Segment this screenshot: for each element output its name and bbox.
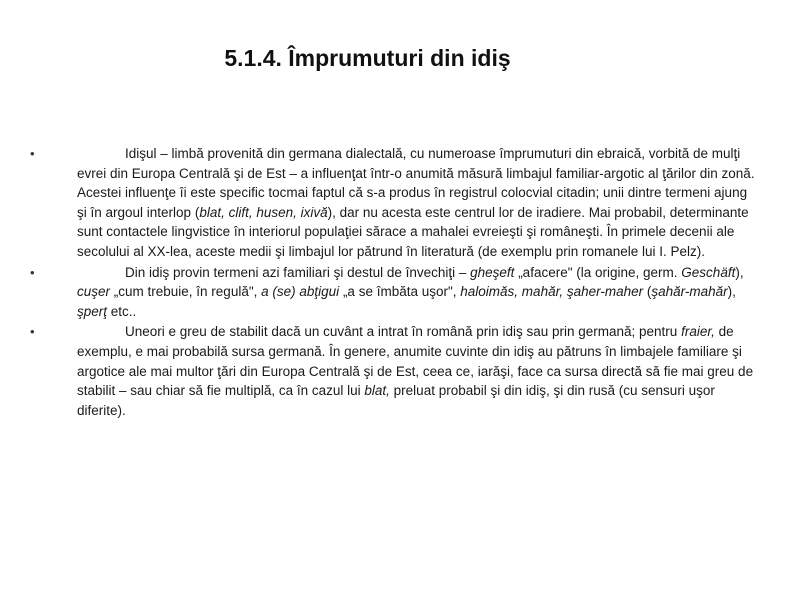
italic-term: a (se) abţigui bbox=[261, 284, 340, 300]
italic-term: blat, bbox=[364, 383, 390, 399]
text-run: „afacere" (la origine, germ. bbox=[514, 264, 682, 280]
text-run: Din idiş provin termeni azi familiari şi destul de învechiţi – bbox=[125, 264, 471, 280]
text-run: „a se îmbăta uşor", bbox=[339, 284, 461, 300]
bullet-item bbox=[30, 263, 758, 322]
italic-term: blat, clift, husen, ixivă bbox=[199, 204, 328, 220]
italic-term: şahăr-mahăr bbox=[651, 284, 728, 300]
italic-term: şperţ bbox=[77, 303, 108, 319]
italic-term: fraier, bbox=[681, 324, 715, 340]
bullet-item bbox=[30, 322, 758, 420]
text-run: ( bbox=[643, 284, 652, 300]
text-run: preluat probabil şi din idiş, şi din rusă (cu sensuri uşor diferite). bbox=[77, 383, 715, 418]
text-run: ), dar nu acesta este centrul lor de iradiere. Mai probabil, determinante sunt contactele lingvistice în interiorul populaţiei sărace a mahalei evreieşti şi româneşti. În primele decenii ale secolului al XX-lea, aceste medii şi limbajul lor pătrund în literatură (de exemplu prin romanele lui I. Pelz). bbox=[77, 204, 749, 259]
text-run: „cum trebuie, în regulă", bbox=[110, 284, 262, 300]
text-run: ), bbox=[727, 284, 736, 300]
slide-title: 5.1.4. Împrumuturi din idiş bbox=[224, 45, 511, 71]
text-run: ), bbox=[735, 264, 744, 280]
italic-term: cuşer bbox=[77, 284, 111, 300]
text-run: de exemplu, e mai probabilă sursa germană. În genere, anumite cuvinte din idiş au pătruns în limbajele familiare şi argotice ale mai multor ţări din Europa Centrală şi de Est, ceea ce, iarăşi, face ca sursa directă să fie mai greu de stabilit – sau chiar să fie multiplă, ca în cazul lui bbox=[77, 324, 754, 399]
text-run: etc.. bbox=[107, 303, 137, 319]
bullet-list bbox=[30, 144, 758, 421]
text-run: Idişul – limbă provenită din germana dialectală, cu numeroase împrumuturi din ebraică, vorbită de mulţi evrei din Europa Centrală şi de Est – a influenţat într-o anumită măsură limbajul familiar-argotic al ţărilor din zonă. Acestei influenţe îi este specific tocmai faptul că s-a produs în registrul colocvial citadin; unii dintre termeni ajung şi în argoul interlop ( bbox=[77, 146, 755, 220]
paragraph-text bbox=[77, 146, 755, 259]
paragraph-text bbox=[77, 265, 744, 319]
italic-term: gheşeft bbox=[470, 264, 515, 280]
bullet-icon: • bbox=[30, 146, 35, 161]
bullet-item bbox=[30, 144, 758, 262]
bullet-icon: • bbox=[30, 264, 35, 280]
italic-term: haloimăs, mahăr, şaher-maher bbox=[460, 284, 644, 300]
paragraph-text bbox=[77, 324, 753, 417]
bullet-icon: • bbox=[30, 324, 35, 340]
text-run: Uneori e greu de stabilit dacă un cuvânt a intrat în română prin idiş sau prin germană; pentru bbox=[125, 324, 682, 340]
italic-term: Geschäft bbox=[681, 264, 736, 280]
